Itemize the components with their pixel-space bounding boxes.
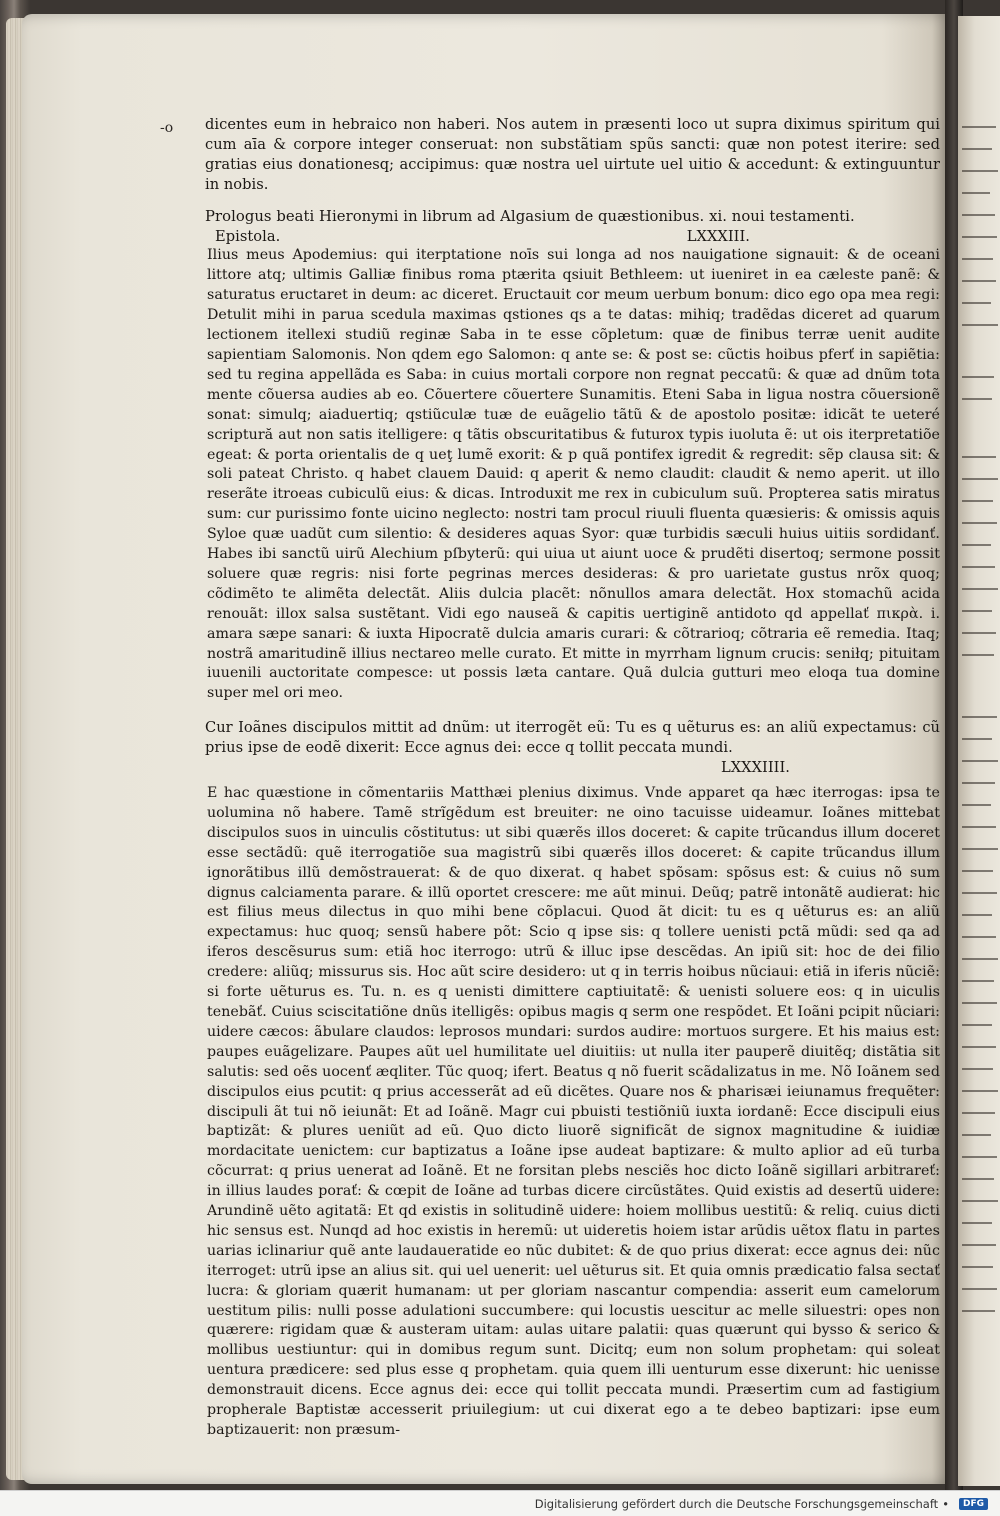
footer-credit: Digitalisierung gefördert durch die Deutsche Forschungsgemeinschaft bbox=[534, 1496, 939, 1511]
epistola-label: Epistola. bbox=[215, 227, 281, 245]
footer-separator: • bbox=[942, 1496, 949, 1511]
page-text bbox=[205, 115, 940, 1441]
question-body: E hac quæstione in cõmentariis Matthæi plenius diximus. Vnde apparet qa hæc iterrogas: ipsa te uolumina nõ habere. Tamẽ strĩgẽdum est breuiter: ne oino tacuisse uideamur. Ioãnes mittebat discipulos suos in uinculis cõstitutus: ut sibi quærẽs illos doceret: & capite trũcandus illum doceret esse sectãdũ: quẽ iterrogatiõe sua magistrũ sibi quærẽs illos doceret: & capite trũcandus illum ignorãtibus illũ demõstrauerat: & de quo dixerat. q habet spõsam: spõsus est: & cuius nõ sum dignus calciamenta parare. & illũ oportet crescere: me aũt minui. Deũq; patrẽ intonãtẽ audierat: hic est filius meus dilectus in quo mihi bene cõplacui. Quod ãt dicit: tu es q uẽturus es: an aliũ expectamus: huc quoq; sensũ habere põt: Scio q ipse sis: q tollere uenisti pctã mũdi: sed qa ad iferos descẽsurus sum: etiã hoc iterrogo: utrũ & illuc ipse descẽdas. An ipiũ sit: hoc de dei filio credere: aliũq; missurus sis. Hoc aũt scire desidero: ut q in terris hoibus nũciaui: etiã in iferis nũciẽ: si forte uẽturus es. Tu. n. es q uenisti dimittere captiuitatẽ: & uenisti soluere eos: q in uiculis tenebãť. Cuius sciscitatiõne dnũs itelligẽs: opibus magis q serm one respõdet. Et Ioãni pcipit nũciari: uidere cæcos: ãbulare claudos: leprosos mundari: surdos audire: mortuos surgere. Et his maius est: paupes euãgelizare. Paupes aũt uel humilitate uel diuitiis: ut nulla iter pauperẽ diuitẽq; distãtia sit salutis: sed oẽs uocenť æqliter. Tũc quoq; ifert. Beatus q nõ fuerit scãdalizatus in me. Nõ Ioãnem sed discipulos eius pcutit: q prius accesserãt ad eũ dicẽtes. Quare nos & pharisæi ieiunamus frequẽter: discipuli ãt tui nõ ieiunãt: Et ad Ioãnẽ. Magr cui pbuisti testiõniũ iuxta iordanẽ: Ecce discipuli eius baptizãt: & plures ueniũt ad eũ. Quo dicto liuorẽ significãt de signox magnitudine & iuidiæ mordacitate uenictem: cur baptizatus a Ioãne ipse audeat baptizare: & multo aplior ad eũ turba cõcurrat: q prius uenerat ad Ioãnẽ. Et ne forsitan plebs nesciẽs hoc dicto Ioãnẽ sigillari arbitrareť: in illius laudes porať: & cœpit de Ioãne ad turbas dicere circũstãtes. Quid existis ad desertũ uidere: Arundinẽ uẽto agitatã: Et qd existis in solitudinẽ uidere: hoiem mollibus uestitũ: & reliq. cuius dicti hic sensus est. Nunqd ad hoc existis in heremũ: ut uideretis hoiem istar arũdis uẽtox flatu in partes uarias iclinariur quẽ ante laudaueratide eo nũc dubitet: & de quo prius dixerat: ecce agnus dei: nũc iterroget: utrũ ipse an alius sit. qui uel uenerit: uel uẽturus sit. Et quia omnis prædicatio falsa sectať lucra: & gloriam quærit humanam: ut per gloriam nascantur compendia: asserit eum camelorum uestitum pilis: nulli posse adulationi succumbere: qui locustis uescitur ac melle siluestri: opes non quærere: rigidam quæ & austeram uitam: aulas uitare palatii: quas quærunt qui bysso & serico & mollibus uestiuntur: qui in domibus regum sunt. Dicitq; eum non solum prophetam: qui soleat uentura prædicere: sed plus esse q prophetam. quia quem illi uenturum esse dixerunt: hic uenisse demonstrauit dicens. Ecce agnus dei: ecce qui tollit peccata mundi. Præsertim cum ad fastigium propherale Baptistæ accesserit priuilegium: ut cui dixerat ego a te debeo baptizari: ipse eum baptizauerit: non præsum- bbox=[207, 785, 940, 1438]
question-title: Cur Ioãnes discipulos mittit ad dnũm: ut iterrogẽt eũ: Tu es q uẽturus es: an aliũ expectamus: cũ prius ipse de eodẽ dixerit: Ecce agnus dei: ecce q tollit peccata mundi. bbox=[205, 719, 940, 757]
dfg-logo-icon[interactable]: DFG bbox=[959, 1498, 988, 1510]
intro-paragraph: dicentes eum in hebraico non haberi. Nos autem in præsenti loco ut supra diximus spiritum qui cum aīa & corpore integer conseruat: non substãtiam spũs sancti: quæ non potest iterire: sed gratias eius donationesq; accipimus: quæ nostra uel uirtute uel uitio & accedunt: & extinguuntur in nobis. bbox=[205, 116, 940, 193]
epistola-heading bbox=[205, 227, 940, 247]
footer-bar bbox=[0, 1490, 1000, 1516]
facing-page-fragment bbox=[958, 16, 1000, 1486]
margin-mark: -o bbox=[160, 120, 174, 136]
letter-body: Ilius meus Apodemius: qui iterptatione noīs sui longa ad nos nauigatione signauit: & de oceani littore atq; ultimis Galliæ finibus roma ptærita qsiuit Bethleem: ut iueniret in ea cæleste panẽ: & saturatus eructaret in deum: ac diceret. Eructauit cor meum uerbum bonum: dico ego opa mea regi: Detulit mihi in parua scedula maximas qstiones qs a te datas: mihiq; tradẽdas diceret ad quarum lectionem itellexi studiũ reginæ Saba in te esse cõpletum: quæ de finibus terræ uenit audite sapientiam Salomonis. Non qdem ego Salomon: q ante se: & post se: cũctis hoibus pferť in sapiẽtia: sed tu regina appellãda es Saba: in cuius mortali corpore non regnat peccatũ: & quæ ad dnũm tota mente cõuersa audies ab eo. Cõuertere cõuertere Sunamitis. Eteni Saba in ligua nostra cõuersionẽ sonat: simulq; aiaduertiq; qstiũculæ tuæ de euãgelio tãtũ & de apostolo positæ: idicãt te ueteré scriptură aut non satis itelligere: q tãtis obscuritatibus & futurox typis iuoluta ẽ: ut ois iterpretatiõe egeat: & porta orientalis de q ueţ lumẽ exorit: & p quã pontifex igredit & regredit: sẽp clausa sit: & soli pateat Christo. q habet clauem Dauid: q aperit & nemo claudit: claudit & nemo aperit. ut illo reserãte itroeas cubiculũ eius: & dicas. Introduxit me rex in cubiculum suũ. Propterea satis miratus sum: cur purissimo fonte uicino neglecto: nostri tam procul riuuli fluenta quæsieris: & omissis aquis Syloe quæ uadũt cum silentio: & desideres aquas Syor: quæ turbidis sæculi huius uitiis sordidanť. Habes ibi sanctũ uirũ Alechium pſbyterũ: qui uiua ut aiunt uoce & prudẽti disertoq; sermone possit soluere quæ regris: nisi forte pegrinas merces desideras: & pro uarietate gustus nrõx quoq; cõdimẽto te alimẽta delectãt. Aliis dulcia placẽt: nõnullos amara delectãt. Hox stomachũ acida renouãt: illox salsa sustẽtant. Vidi ego nauseã & capitis uertiginẽ antidoto qd appellať πικρὰ. i. amara sæpe sanari: & iuxta Hipocratẽ dulcia amaris curari: & cõtrarioq; cõtraria eẽ remedia. Itaq; nostrã amaritudinẽ illius nectareo melle curato. Et mitte in myrrham lignum crucis: seniłq; pituitam iuuenili auctoritate compesce: ut possis læta cantare. Quã dulcia gutturi meo eloqa tua domine super mel ori meo. bbox=[207, 247, 940, 702]
epistola-number: LXXXIII. bbox=[686, 227, 750, 245]
question-number: LXXXIIII. bbox=[720, 759, 790, 777]
prologue-title: Prologus beati Hieronymi in librum ad Algasium de quæstionibus. xi. noui testamenti. bbox=[205, 207, 855, 225]
